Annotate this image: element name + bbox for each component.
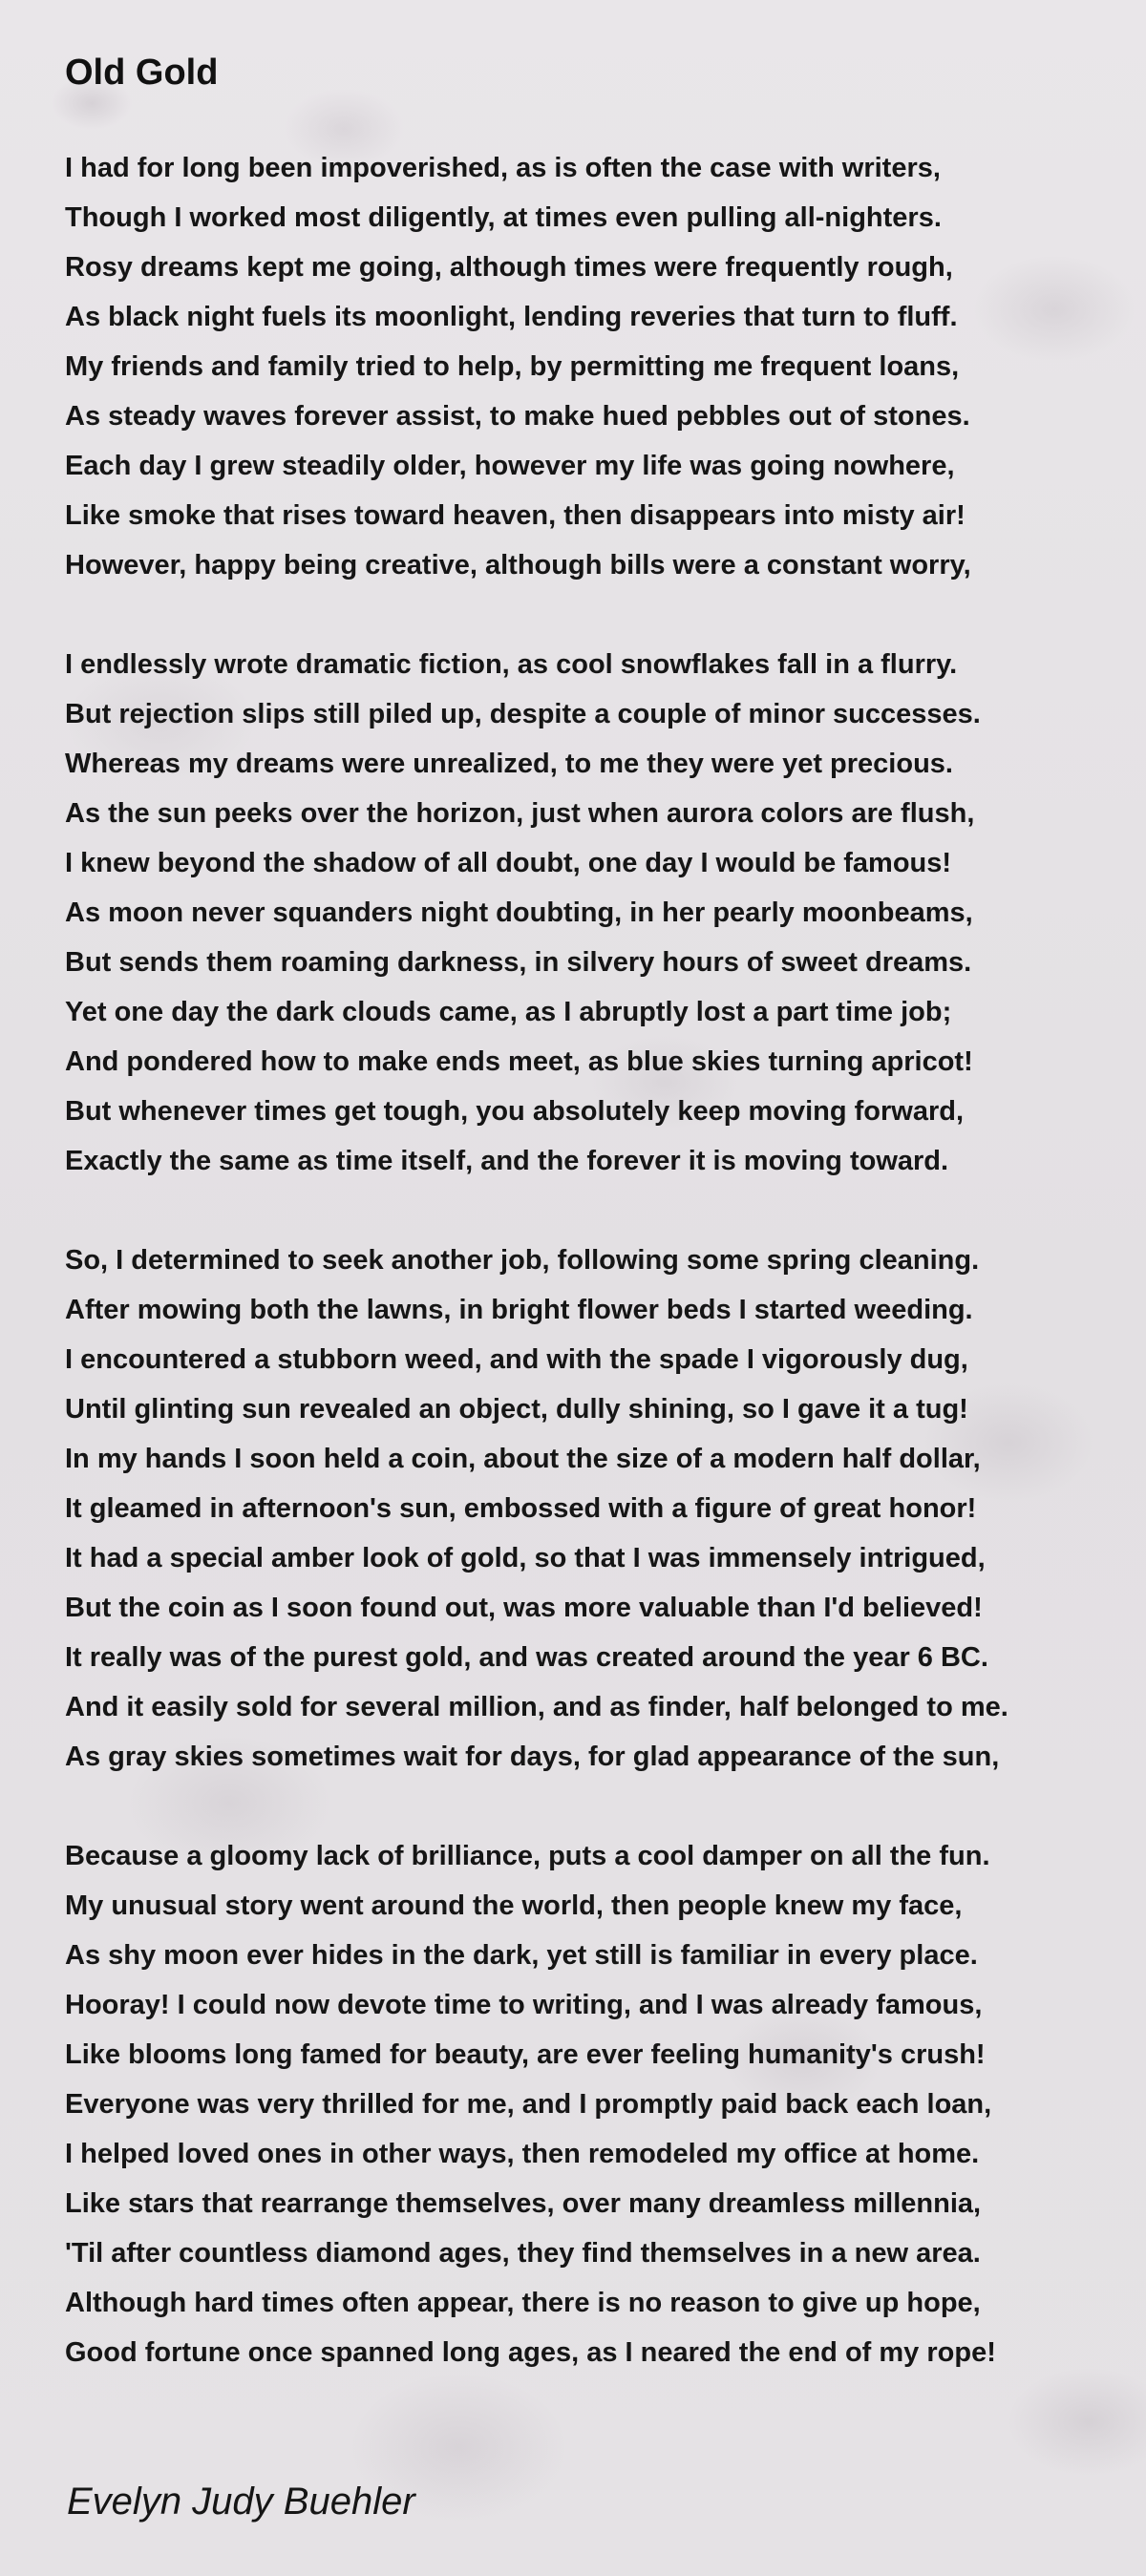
poem-line: As gray skies sometimes wait for days, for glad appearance of the sun, xyxy=(65,1742,1000,1772)
poem-line: My unusual story went around the world, then people knew my face, xyxy=(65,1890,963,1921)
poem-line: Each day I grew steadily older, however my life was going nowhere, xyxy=(65,451,955,481)
poem-line: Whereas my dreams were unrealized, to me they were yet precious. xyxy=(65,749,953,779)
stanza-2 xyxy=(65,640,1125,1186)
poem-line: As the sun peeks over the horizon, just when aurora colors are flush, xyxy=(65,798,975,829)
poem-line: But sends them roaming darkness, in silvery hours of sweet dreams. xyxy=(65,947,972,978)
poem-line: And it easily sold for several million, and as finder, half belonged to me. xyxy=(65,1692,1008,1722)
poem-line: I knew beyond the shadow of all doubt, one day I would be famous! xyxy=(65,848,952,878)
poem-line: It gleamed in afternoon's sun, embossed with a figure of great honor! xyxy=(65,1493,977,1524)
poem-line: I endlessly wrote dramatic fiction, as cool snowflakes fall in a flurry. xyxy=(65,649,958,680)
poem-line: Until glinting sun revealed an object, dully shining, so I gave it a tug! xyxy=(65,1394,968,1425)
poem-line: And pondered how to make ends meet, as blue skies turning apricot! xyxy=(65,1046,973,1077)
poem-line: As moon never squanders night doubting, in her pearly moonbeams, xyxy=(65,897,973,928)
poem-line: Like smoke that rises toward heaven, then disappears into misty air! xyxy=(65,500,966,531)
poem-line: Like blooms long famed for beauty, are ever feeling humanity's crush! xyxy=(65,2039,986,2070)
poem-line: Exactly the same as time itself, and the forever it is moving toward. xyxy=(65,1146,949,1176)
poem-line: But rejection slips still piled up, despite a couple of minor successes. xyxy=(65,699,981,729)
poem-line: It had a special amber look of gold, so that I was immensely intrigued, xyxy=(65,1543,986,1573)
poem-line: After mowing both the lawns, in bright flower beds I started weeding. xyxy=(65,1295,973,1325)
poem-body xyxy=(65,143,1125,2377)
poem-line: 'Til after countless diamond ages, they find themselves in a new area. xyxy=(65,2238,981,2269)
poem-line: Good fortune once spanned long ages, as I neared the end of my rope! xyxy=(65,2337,996,2368)
poem-line: I had for long been impoverished, as is often the case with writers, xyxy=(65,153,941,183)
poem-line: As black night fuels its moonlight, lending reveries that turn to fluff. xyxy=(65,302,958,332)
poem-line: As steady waves forever assist, to make hued pebbles out of stones. xyxy=(65,401,970,432)
poem-line: Though I worked most diligently, at times even pulling all-nighters. xyxy=(65,202,942,233)
stanza-4 xyxy=(65,1831,1125,2377)
poem-line: In my hands I soon held a coin, about the size of a modern half dollar, xyxy=(65,1444,981,1474)
poem-line: I encountered a stubborn weed, and with the spade I vigorously dug, xyxy=(65,1344,968,1375)
stanza-1 xyxy=(65,143,1125,590)
poem-line: Like stars that rearrange themselves, over many dreamless millennia, xyxy=(65,2188,982,2219)
poem-line: It really was of the purest gold, and was created around the year 6 BC. xyxy=(65,1642,988,1673)
stanza-3 xyxy=(65,1235,1125,1782)
poem-line: Yet one day the dark clouds came, as I abruptly lost a part time job; xyxy=(65,997,952,1027)
poem-line: So, I determined to seek another job, following some spring cleaning. xyxy=(65,1245,980,1276)
poem-line: However, happy being creative, although bills were a constant worry, xyxy=(65,550,971,581)
poem-line: Because a gloomy lack of brilliance, puts a cool damper on all the fun. xyxy=(65,1841,990,1871)
poem-line: But the coin as I soon found out, was more valuable than I'd believed! xyxy=(65,1593,983,1623)
poem-line: Everyone was very thrilled for me, and I promptly paid back each loan, xyxy=(65,2089,992,2120)
poem-author: Evelyn Judy Buehler xyxy=(67,2481,415,2523)
poem-line: I helped loved ones in other ways, then remodeled my office at home. xyxy=(65,2139,980,2169)
poem-line: Hooray! I could now devote time to writing, and I was already famous, xyxy=(65,1990,983,2020)
poem-line: Rosy dreams kept me going, although times were frequently rough, xyxy=(65,252,953,283)
poem-line: My friends and family tried to help, by permitting me frequent loans, xyxy=(65,351,960,382)
poem-title: Old Gold xyxy=(65,53,219,93)
poem-line: Although hard times often appear, there is no reason to give up hope, xyxy=(65,2288,981,2318)
poem-line: As shy moon ever hides in the dark, yet still is familiar in every place. xyxy=(65,1940,978,1971)
poem-line: But whenever times get tough, you absolutely keep moving forward, xyxy=(65,1096,965,1127)
